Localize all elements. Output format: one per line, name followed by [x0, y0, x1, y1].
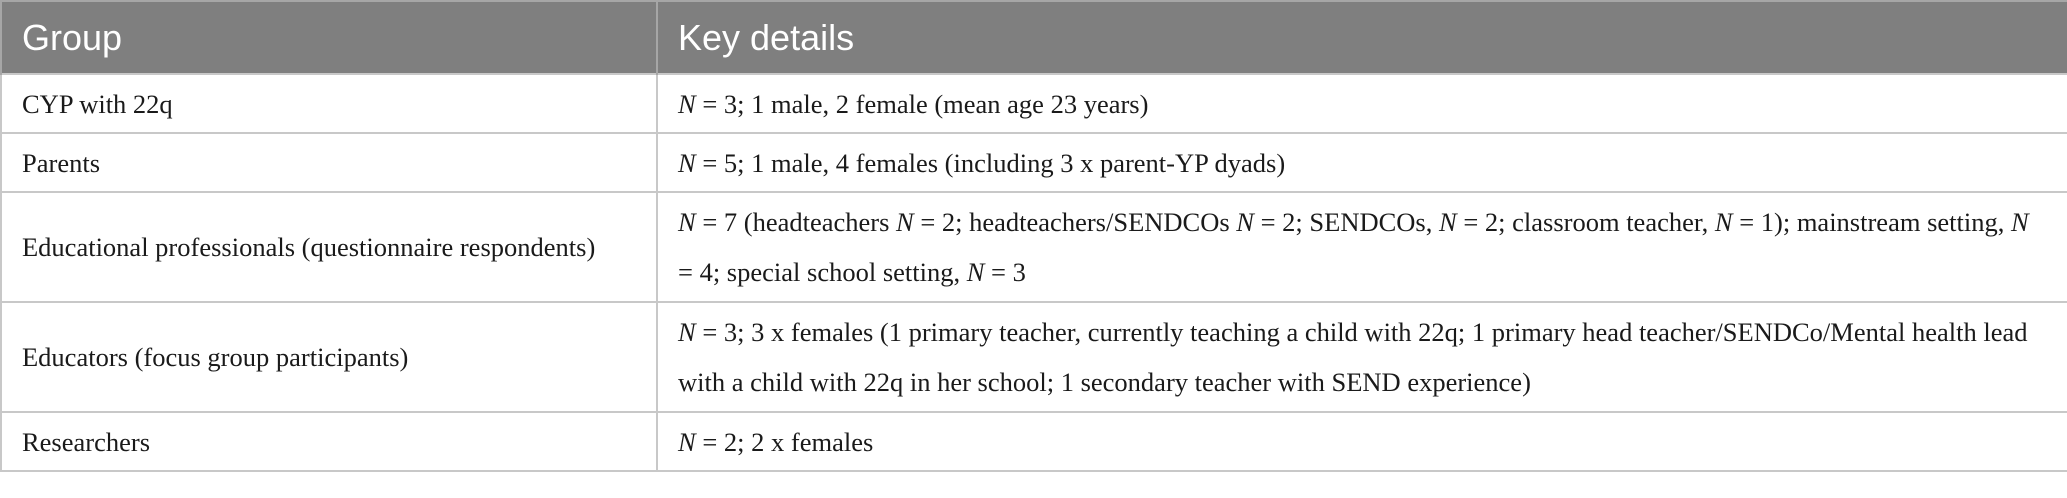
group-cell: Researchers: [1, 412, 657, 471]
details-text: = 5; 1 male, 4 females (including 3 x parent-YP dyads): [695, 147, 1286, 178]
details-cell: [657, 192, 2067, 302]
details-cell: [657, 412, 2067, 471]
n-symbol: N: [678, 147, 696, 178]
group-cell: Parents: [1, 133, 657, 192]
table-row: [1, 192, 2067, 302]
group-cell: Educational professionals (questionnaire respondents): [1, 192, 657, 302]
details-text: = 2; 2 x females: [695, 426, 874, 457]
details-text: = 2; headteachers/SENDCOs: [913, 207, 1237, 237]
details-text: = 3; 3 x females (1 primary teacher, currently teaching a child with 22q; 1 primary head teacher/SENDCo/Mental health lead with a child with 22q in her school; 1 secondary teacher with SEND experience): [678, 317, 2028, 397]
table-body: [1, 74, 2067, 471]
n-symbol: N: [966, 257, 985, 287]
n-symbol: N: [1439, 207, 1457, 237]
table-row: [1, 412, 2067, 471]
n-symbol: N: [1714, 207, 1733, 237]
details-cell: [657, 133, 2067, 192]
details-text: = 1); mainstream setting,: [1732, 207, 2011, 237]
table-row: [1, 133, 2067, 192]
details-cell: [657, 302, 2067, 412]
n-symbol: N: [678, 207, 696, 237]
details-text: = 7 (headteachers: [695, 207, 897, 237]
group-cell: CYP with 22q: [1, 74, 657, 133]
details-cell: [657, 74, 2067, 133]
details-text: = 3: [984, 257, 1026, 287]
n-symbol: N: [678, 88, 696, 119]
table-header: [1, 1, 2067, 74]
table-row: [1, 74, 2067, 133]
header-key-details: Key details: [657, 1, 2067, 74]
group-cell: Educators (focus group participants): [1, 302, 657, 412]
details-text: = 3; 1 male, 2 female (mean age 23 years): [695, 88, 1149, 119]
n-symbol: N: [678, 426, 696, 457]
table-row: [1, 302, 2067, 412]
n-symbol: N: [1236, 207, 1254, 237]
header-group: Group: [1, 1, 657, 74]
details-text: = 2; classroom teacher,: [1456, 207, 1715, 237]
details-text: = 2; SENDCOs,: [1253, 207, 1439, 237]
header-row: [1, 1, 2067, 74]
n-symbol: N: [2010, 207, 2029, 237]
n-symbol: N: [678, 317, 696, 347]
details-text: = 4; special school setting,: [678, 257, 967, 287]
n-symbol: N: [896, 207, 914, 237]
